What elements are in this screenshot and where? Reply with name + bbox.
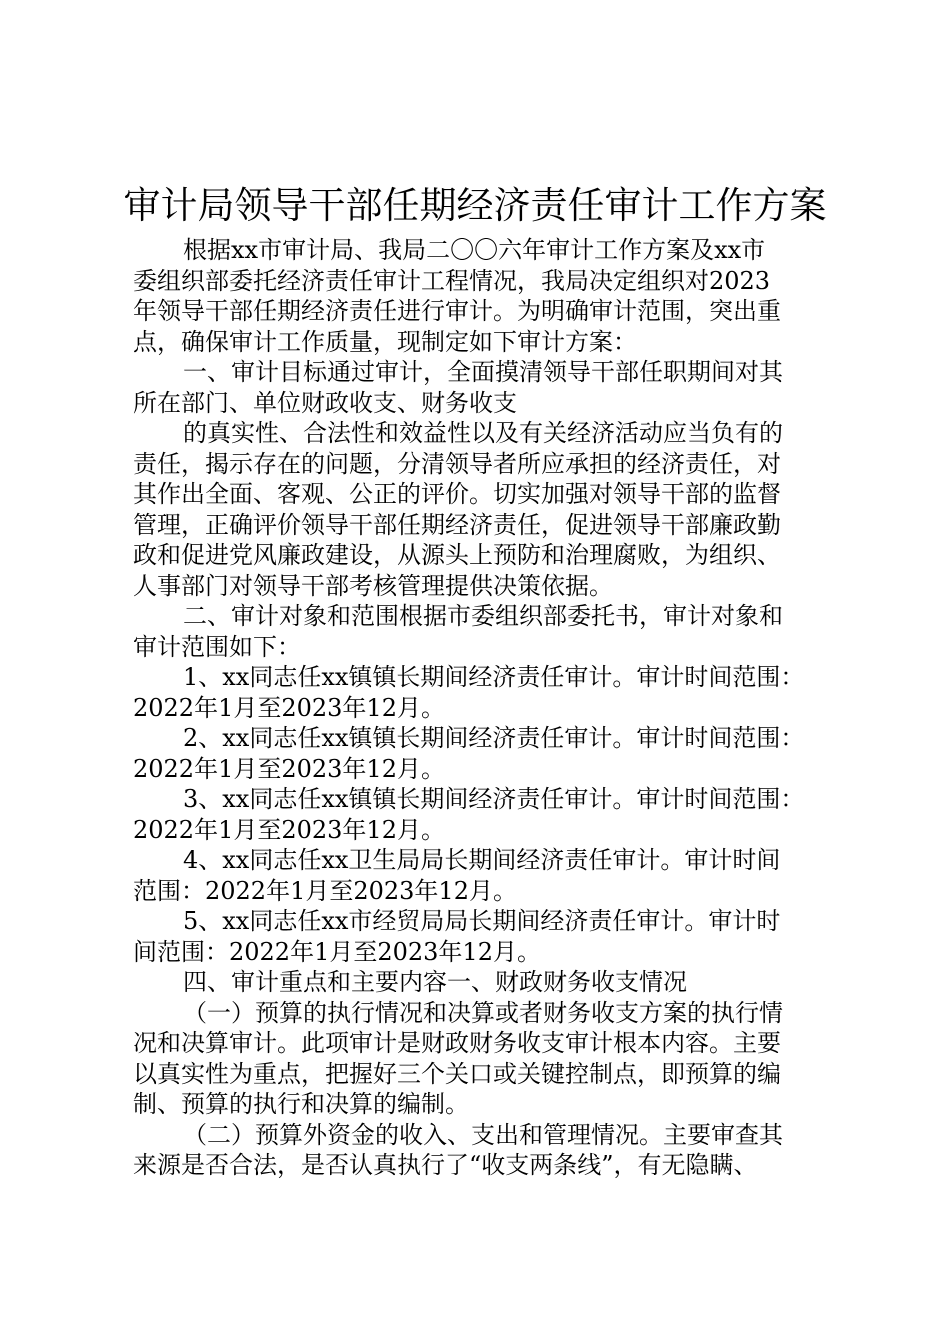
paragraph-line: 5、xx同志任xx市经贸局局长期间经济责任审计。审计时 xyxy=(183,907,781,935)
paragraph-line: 点，确保审计工作质量，现制定如下审计方案： xyxy=(133,327,637,356)
paragraph-line: 间范围：2022年1月至2023年12月。 xyxy=(133,937,541,966)
paragraph-line: （一）预算的执行情况和决算或者财务收支方案的执行情 xyxy=(183,998,783,1027)
paragraph-line: 二、审计对象和范围根据市委组织部委托书，审计对象和 xyxy=(183,602,783,630)
paragraph-line: 来源是否合法，是否认真执行了“收支两条线”，有无隐瞒、 xyxy=(133,1151,758,1179)
paragraph-line: （二）预算外资金的收入、支出和管理情况。主要审查其 xyxy=(183,1120,783,1149)
paragraph-line: 2022年1月至2023年12月。 xyxy=(133,693,445,722)
paragraph-line: 所在部门、单位财政收支、财务收支 xyxy=(133,388,517,417)
paragraph-line: 制、预算的执行和决算的编制。 xyxy=(133,1090,469,1118)
paragraph-line: 以真实性为重点，把握好三个关口或关键控制点，即预算的编 xyxy=(133,1059,781,1088)
document-body xyxy=(133,235,823,1181)
paragraph-line: 四、审计重点和主要内容一、财政财务收支情况 xyxy=(183,968,687,996)
paragraph-line: 其作出全面、客观、公正的评价。切实加强对领导干部的监督 xyxy=(133,480,781,508)
paragraph-line: 政和促进党风廉政建设，从源头上预防和治理腐败，为组织、 xyxy=(133,541,781,569)
paragraph-line: 3、xx同志任xx镇镇长期间经济责任审计。审计时间范围： xyxy=(183,785,805,813)
paragraph-line: 年领导干部任期经济责任进行审计。为明确审计范围，突出重 xyxy=(133,297,781,325)
paragraph-line: 范围：2022年1月至2023年12月。 xyxy=(133,876,517,905)
paragraph-line: 2、xx同志任xx镇镇长期间经济责任审计。审计时间范围： xyxy=(183,724,805,752)
paragraph-line: 管理，正确评价领导干部任期经济责任，促进领导干部廉政勤 xyxy=(133,510,781,539)
paragraph-line: 1、xx同志任xx镇镇长期间经济责任审计。审计时间范围： xyxy=(183,663,805,691)
paragraph-line: 的真实性、合法性和效益性以及有关经济活动应当负有的 xyxy=(183,419,783,447)
paragraph-line: 一、审计目标通过审计，全面摸清领导干部任职期间对其 xyxy=(183,358,783,386)
paragraph-line: 2022年1月至2023年12月。 xyxy=(133,754,445,783)
paragraph-line: 况和决算审计。此项审计是财政财务收支审计根本内容。主要 xyxy=(133,1029,781,1057)
paragraph-line: 2022年1月至2023年12月。 xyxy=(133,815,445,844)
paragraph-line: 委组织部委托经济责任审计工程情况，我局决定组织对2023 xyxy=(133,266,771,295)
paragraph-line: 人事部门对领导干部考核管理提供决策依据。 xyxy=(133,571,613,600)
paragraph-line: 4、xx同志任xx卫生局局长期间经济责任审计。审计时间 xyxy=(183,846,781,874)
document-title: 审计局领导干部任期经济责任审计工作方案 xyxy=(123,184,827,227)
paragraph-line: 责任，揭示存在的问题，分清领导者所应承担的经济责任，对 xyxy=(133,449,781,478)
paragraph-line: 审计范围如下： xyxy=(133,632,301,661)
paragraph-line: 根据xx市审计局、我局二〇〇六年审计工作方案及xx市 xyxy=(183,236,766,264)
